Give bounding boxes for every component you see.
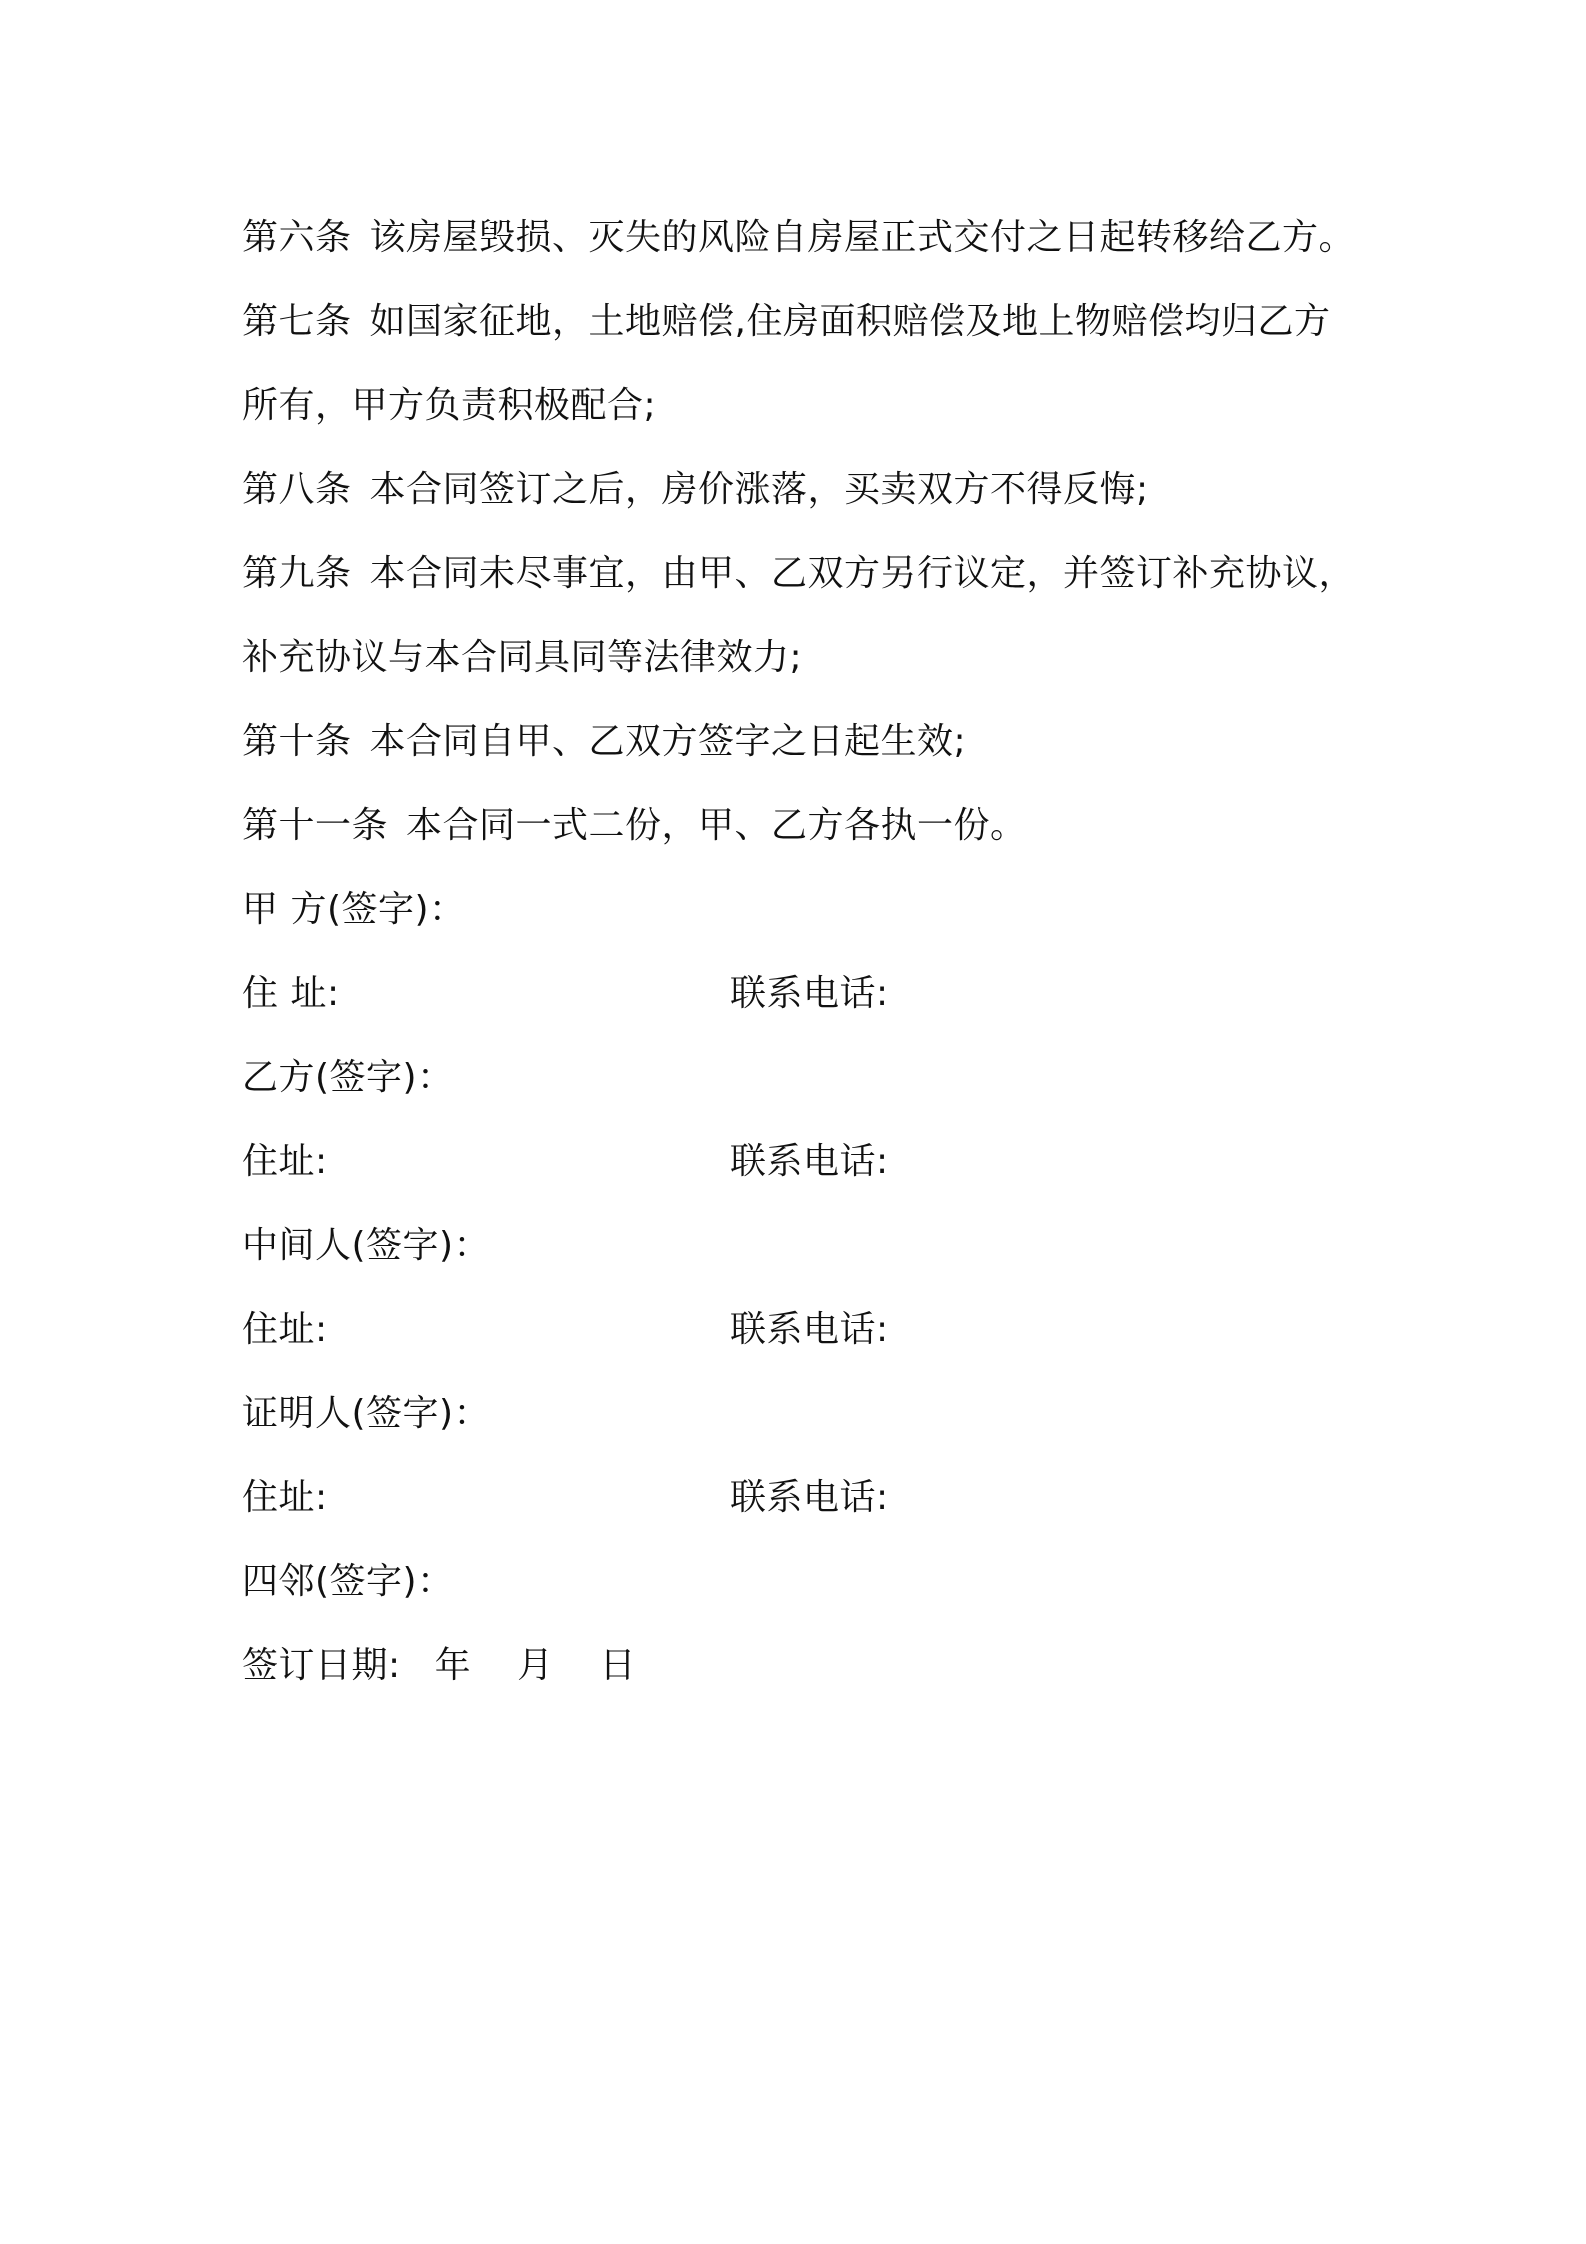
clause-9-continuation: 补充协议与本合同具同等法律效力; — [242, 637, 803, 678]
witness-signature: 证明人(签字)： — [242, 1393, 491, 1434]
clause-10 — [242, 700, 1412, 784]
witness-contact-row — [242, 1456, 1412, 1540]
clause-6 — [242, 196, 1412, 280]
party-a-contact-row — [242, 952, 1412, 1036]
clause-number: 第十一条 — [242, 805, 389, 846]
contract-text — [242, 196, 1412, 1708]
clause-text: 如国家征地，土地赔偿,住房面积赔偿及地上物赔偿均归乙方 — [369, 301, 1331, 342]
clause-text: 本合同一式二份，甲、乙方各执一份。 — [406, 805, 1027, 846]
party-b-address-label: 住址: — [242, 1141, 328, 1182]
party-a-signature: 甲 方(签字)： — [242, 889, 466, 930]
clause-text: 本合同自甲、乙双方签字之日起生效; — [369, 721, 967, 762]
middleman-address-label: 住址: — [242, 1309, 328, 1350]
clause-number: 第十条 — [242, 721, 352, 762]
clause-11 — [242, 784, 1412, 868]
year-label: 年 — [434, 1645, 472, 1686]
party-b-phone-label: 联系电话: — [730, 1141, 889, 1182]
clause-7-continuation: 所有，甲方负责积极配合; — [242, 385, 657, 426]
clause-text: 本合同未尽事宜，由甲、乙双方另行议定，并签订补充协议， — [369, 553, 1356, 594]
neighbors-signature: 四邻(签字)： — [242, 1561, 454, 1602]
party-b-contact-row — [242, 1120, 1412, 1204]
day-label: 日 — [599, 1645, 637, 1686]
party-b-signature: 乙方(签字)： — [242, 1057, 454, 1098]
middleman-signature: 中间人(签字)： — [242, 1225, 491, 1266]
party-a-address-label: 住 址: — [242, 973, 340, 1014]
clause-7 — [242, 280, 1412, 364]
clause-number: 第九条 — [242, 553, 352, 594]
clause-8 — [242, 448, 1412, 532]
clause-text: 本合同签订之后，房价涨落，买卖双方不得反悔; — [369, 469, 1149, 510]
clause-number: 第六条 — [242, 217, 352, 258]
sign-date-row — [242, 1624, 1412, 1708]
clause-9 — [242, 532, 1412, 616]
sign-date-label: 签订日期: — [242, 1645, 401, 1686]
clause-text: 该房屋毁损、灭失的风险自房屋正式交付之日起转移给乙方。 — [369, 217, 1356, 258]
clause-number: 第八条 — [242, 469, 352, 510]
clause-number: 第七条 — [242, 301, 352, 342]
witness-address-label: 住址: — [242, 1477, 328, 1518]
month-label: 月 — [517, 1645, 554, 1686]
middleman-phone-label: 联系电话: — [730, 1309, 889, 1350]
witness-phone-label: 联系电话: — [730, 1477, 889, 1518]
party-a-phone-label: 联系电话: — [730, 973, 889, 1014]
middleman-contact-row — [242, 1288, 1412, 1372]
